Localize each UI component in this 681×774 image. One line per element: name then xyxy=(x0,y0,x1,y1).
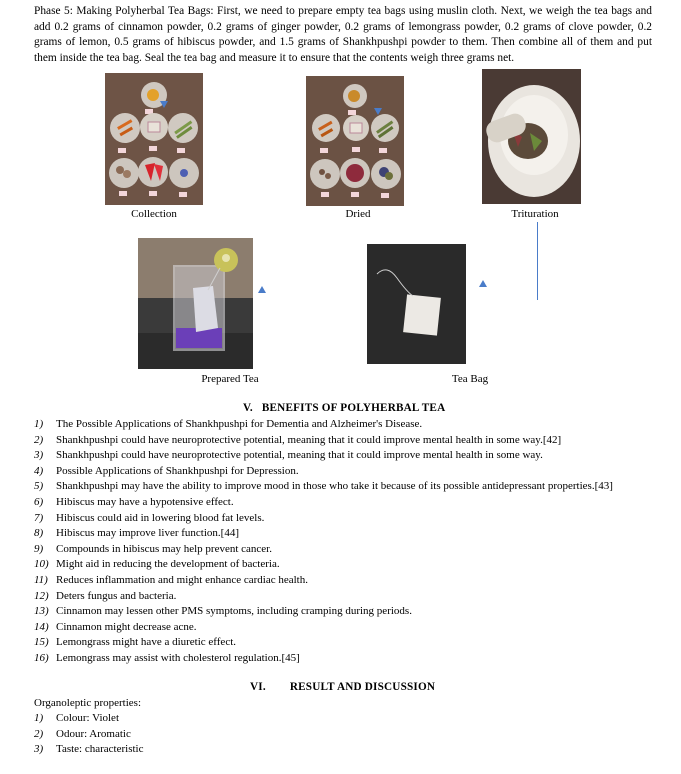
list-item: 2) Shankhpushpi could have neuroprotective potential, meaning that it could improve mental health in some way.[42] xyxy=(34,433,562,446)
intro-paragraph: Phase 5: Making Polyherbal Tea Bags: First, we need to prepare empty tea bags using muslin cloth. Next, we weigh the tea bags and add 0.2 grams of cinnamon powder, 0.2 grams of ginger powder, 0.2 grams of lemongrass powder, 0.2 grams of clove powder, 0.2 grams of lemon, 0.5 grams of hibiscus powder, and 1.5 grams of Shankhpushpi powder to them. Then combine all of them and put them inside the tea bag. Seal the tea bag and measure it to ensure that the contents weigh three grams net. xyxy=(34,5,652,64)
trituration-photo xyxy=(482,69,581,204)
marker-icon xyxy=(258,286,266,293)
section-6-heading xyxy=(250,681,435,693)
list-item: 14) Cinnamon might decrease acne. xyxy=(34,620,197,633)
dried-photo xyxy=(306,76,404,206)
section-5-title: BENEFITS OF POLYHERBAL TEA xyxy=(261,402,446,414)
organoleptic-list xyxy=(34,711,143,758)
list-item: 1) Colour: Violet xyxy=(34,712,119,724)
list-item: 1) The Possible Applications of Shankhpushpi for Dementia and Alzheimer's Disease. xyxy=(34,418,423,430)
tea-bag-photo xyxy=(367,244,466,364)
marker-icon xyxy=(374,108,382,115)
prepared-tea-photo xyxy=(138,238,253,369)
list-item: 7) Hibiscus could aid in lowering blood fat levels. xyxy=(34,511,265,524)
list-item: 16) Lemongrass may assist with cholesterol regulation.[45] xyxy=(34,651,300,664)
connector-line xyxy=(537,222,538,300)
section-5-number: V. xyxy=(243,402,253,414)
list-item: 3) Shankhpushpi could have neuroprotective potential, meaning that it could improve mental health in some way. xyxy=(34,449,543,462)
section-6-title: RESULT AND DISCUSSION xyxy=(289,681,436,693)
list-item: 6) Hibiscus may have a hypotensive effect. xyxy=(34,495,234,508)
list-item: 12) Deters fungus and bacteria. xyxy=(34,589,177,602)
list-item: 3) Taste: characteristic xyxy=(34,743,144,756)
collection-caption: Collection xyxy=(131,208,177,220)
marker-icon xyxy=(160,101,168,108)
organoleptic-subheading: Organoleptic properties: xyxy=(34,697,142,709)
list-item: 15) Lemongrass might have a diuretic effect. xyxy=(34,636,237,649)
list-item: 9) Compounds in hibiscus may help prevent cancer. xyxy=(34,542,272,555)
trituration-caption: Trituration xyxy=(511,208,559,220)
marker-icon xyxy=(479,280,487,287)
list-item: 10) Might aid in reducing the development of bacteria. xyxy=(34,558,280,571)
prepared-tea-caption: Prepared Tea xyxy=(201,373,259,385)
list-item: 2) Odour: Aromatic xyxy=(34,727,131,740)
tea-bag-caption: Tea Bag xyxy=(451,373,489,385)
list-item: 13) Cinnamon may lessen other PMS symptoms, including cramping during periods. xyxy=(34,605,412,618)
list-item: 4) Possible Applications of Shankhpushpi for Depression. xyxy=(34,464,299,477)
benefits-list xyxy=(34,417,613,667)
dried-caption: Dried xyxy=(345,208,371,220)
list-item: 5) Shankhpushpi may have the ability to improve mood in those who take it because of its possible antidepressant properties.[43] xyxy=(34,480,613,493)
collection-photo xyxy=(105,73,203,205)
section-6-number: VI. xyxy=(250,681,266,693)
list-item: 8) Hibiscus may improve liver function.[44] xyxy=(34,527,239,540)
list-item: 11) Reduces inflammation and might enhance cardiac health. xyxy=(34,573,308,586)
section-5-heading xyxy=(243,402,445,414)
